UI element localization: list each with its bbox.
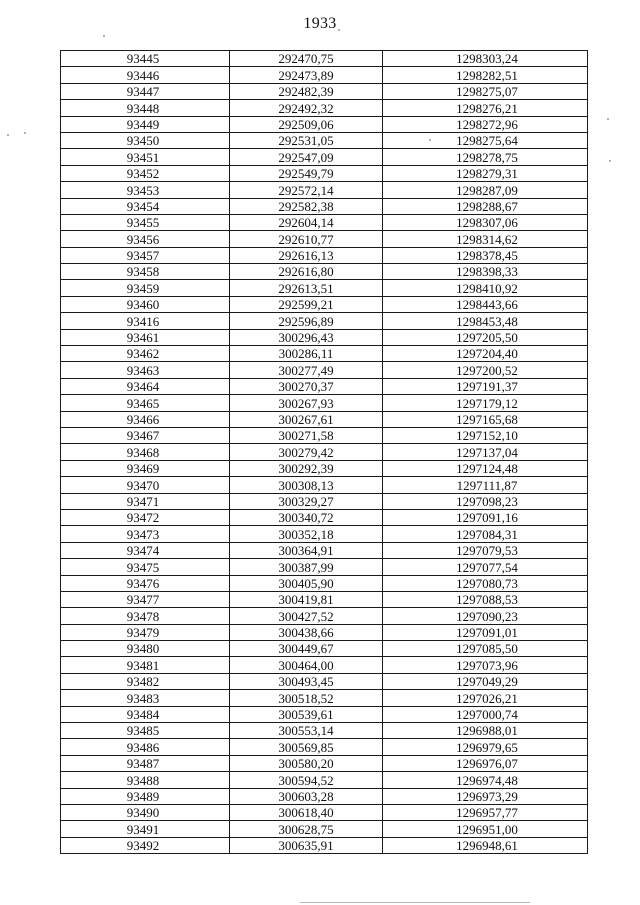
table-row [61, 165, 588, 181]
table-row [61, 788, 588, 804]
y-coordinate-cell: 1297200,52 [383, 362, 588, 378]
point-number-cell: 93449 [61, 116, 230, 132]
x-coordinate-cell: 300628,75 [230, 821, 383, 837]
y-coordinate-cell: 1298303,24 [383, 51, 588, 67]
table-row [61, 116, 588, 132]
table-row [61, 346, 588, 362]
point-number-cell: 93477 [61, 591, 230, 607]
y-coordinate-cell: 1297079,53 [383, 542, 588, 558]
x-coordinate-cell: 300603,28 [230, 788, 383, 804]
point-number-cell: 93488 [61, 772, 230, 788]
point-number-cell: 93450 [61, 132, 230, 148]
y-coordinate-cell: 1298410,92 [383, 280, 588, 296]
point-number-cell: 93470 [61, 477, 230, 493]
point-number-cell: 93489 [61, 788, 230, 804]
x-coordinate-cell: 300569,85 [230, 739, 383, 755]
x-coordinate-cell: 292596,89 [230, 313, 383, 329]
table-row [61, 673, 588, 689]
table-row [61, 329, 588, 345]
x-coordinate-cell: 292572,14 [230, 182, 383, 198]
table-row [61, 804, 588, 820]
table-row [61, 378, 588, 394]
table-row [61, 100, 588, 116]
x-coordinate-cell: 300267,61 [230, 411, 383, 427]
x-coordinate-cell: 292473,89 [230, 67, 383, 83]
y-coordinate-cell: 1297000,74 [383, 706, 588, 722]
x-coordinate-cell: 300553,14 [230, 723, 383, 739]
table-row [61, 821, 588, 837]
table-row [61, 755, 588, 771]
point-number-cell: 93460 [61, 296, 230, 312]
point-number-cell: 93491 [61, 821, 230, 837]
table-row [61, 493, 588, 509]
x-coordinate-cell: 300271,58 [230, 427, 383, 443]
y-coordinate-cell: 1296988,01 [383, 723, 588, 739]
point-number-cell: 93478 [61, 608, 230, 624]
table-row [61, 723, 588, 739]
x-coordinate-cell: 292604,14 [230, 214, 383, 230]
x-coordinate-cell: 300518,52 [230, 690, 383, 706]
y-coordinate-cell: 1298275,07 [383, 83, 588, 99]
point-number-cell: 93471 [61, 493, 230, 509]
x-coordinate-cell: 300270,37 [230, 378, 383, 394]
y-coordinate-cell: 1298278,75 [383, 149, 588, 165]
y-coordinate-cell: 1297091,01 [383, 624, 588, 640]
x-coordinate-cell: 292531,05 [230, 132, 383, 148]
table-row [61, 67, 588, 83]
x-coordinate-cell: 300364,91 [230, 542, 383, 558]
point-number-cell: 93456 [61, 231, 230, 247]
table-row [61, 460, 588, 476]
point-number-cell: 93487 [61, 755, 230, 771]
y-coordinate-cell: 1297084,31 [383, 526, 588, 542]
x-coordinate-cell: 300449,67 [230, 641, 383, 657]
scan-speck [103, 35, 105, 37]
coordinates-table-body [61, 51, 588, 854]
page-number: 1933 [303, 15, 337, 32]
y-coordinate-cell: 1298314,62 [383, 231, 588, 247]
x-coordinate-cell: 300352,18 [230, 526, 383, 542]
point-number-cell: 93479 [61, 624, 230, 640]
y-coordinate-cell: 1298282,51 [383, 67, 588, 83]
point-number-cell: 93476 [61, 575, 230, 591]
table-row [61, 739, 588, 755]
y-coordinate-cell: 1297191,37 [383, 378, 588, 394]
y-coordinate-cell: 1298443,66 [383, 296, 588, 312]
table-row [61, 280, 588, 296]
table-row [61, 427, 588, 443]
x-coordinate-cell: 300419,81 [230, 591, 383, 607]
table-row [61, 624, 588, 640]
y-coordinate-cell: 1296979,65 [383, 739, 588, 755]
table-row [61, 132, 588, 148]
table-row [61, 313, 588, 329]
x-coordinate-cell: 300405,90 [230, 575, 383, 591]
y-coordinate-cell: 1296973,29 [383, 788, 588, 804]
table-row [61, 198, 588, 214]
y-coordinate-cell: 1297137,04 [383, 444, 588, 460]
table-row [61, 641, 588, 657]
scan-edge-line [300, 902, 530, 903]
point-number-cell: 93464 [61, 378, 230, 394]
table-row [61, 362, 588, 378]
y-coordinate-cell: 1297165,68 [383, 411, 588, 427]
x-coordinate-cell: 300438,66 [230, 624, 383, 640]
y-coordinate-cell: 1297179,12 [383, 395, 588, 411]
x-coordinate-cell: 300267,93 [230, 395, 383, 411]
y-coordinate-cell: 1296974,48 [383, 772, 588, 788]
point-number-cell: 93465 [61, 395, 230, 411]
point-number-cell: 93445 [61, 51, 230, 67]
point-number-cell: 93451 [61, 149, 230, 165]
x-coordinate-cell: 292470,75 [230, 51, 383, 67]
table-row [61, 772, 588, 788]
y-coordinate-cell: 1298276,21 [383, 100, 588, 116]
y-coordinate-cell: 1297077,54 [383, 559, 588, 575]
point-number-cell: 93483 [61, 690, 230, 706]
x-coordinate-cell: 292610,77 [230, 231, 383, 247]
x-coordinate-cell: 292547,09 [230, 149, 383, 165]
x-coordinate-cell: 292482,39 [230, 83, 383, 99]
table-row [61, 477, 588, 493]
y-coordinate-cell: 1297124,48 [383, 460, 588, 476]
y-coordinate-cell: 1298275,64 [383, 132, 588, 148]
point-number-cell: 93474 [61, 542, 230, 558]
table-row [61, 247, 588, 263]
x-coordinate-cell: 300308,13 [230, 477, 383, 493]
table-row [61, 231, 588, 247]
x-coordinate-cell: 300340,72 [230, 509, 383, 525]
point-number-cell: 93416 [61, 313, 230, 329]
scan-speck [429, 139, 431, 141]
scan-speck [607, 118, 609, 120]
table-row [61, 657, 588, 673]
y-coordinate-cell: 1296976,07 [383, 755, 588, 771]
y-coordinate-cell: 1297049,29 [383, 673, 588, 689]
point-number-cell: 93459 [61, 280, 230, 296]
point-number-cell: 93453 [61, 182, 230, 198]
table-row [61, 526, 588, 542]
y-coordinate-cell: 1297111,87 [383, 477, 588, 493]
x-coordinate-cell: 300296,43 [230, 329, 383, 345]
x-coordinate-cell: 300594,52 [230, 772, 383, 788]
point-number-cell: 93462 [61, 346, 230, 362]
table-row [61, 296, 588, 312]
point-number-cell: 93467 [61, 427, 230, 443]
table-row [61, 149, 588, 165]
point-number-cell: 93484 [61, 706, 230, 722]
table-row [61, 608, 588, 624]
x-coordinate-cell: 300286,11 [230, 346, 383, 362]
table-row [61, 395, 588, 411]
y-coordinate-cell: 1297080,73 [383, 575, 588, 591]
scan-speck [338, 29, 340, 31]
x-coordinate-cell: 292616,13 [230, 247, 383, 263]
x-coordinate-cell: 300580,20 [230, 755, 383, 771]
x-coordinate-cell: 300493,45 [230, 673, 383, 689]
point-number-cell: 93482 [61, 673, 230, 689]
point-number-cell: 93485 [61, 723, 230, 739]
point-number-cell: 93457 [61, 247, 230, 263]
y-coordinate-cell: 1297090,23 [383, 608, 588, 624]
point-number-cell: 93481 [61, 657, 230, 673]
y-coordinate-cell: 1297098,23 [383, 493, 588, 509]
y-coordinate-cell: 1298307,06 [383, 214, 588, 230]
y-coordinate-cell: 1298288,67 [383, 198, 588, 214]
point-number-cell: 93480 [61, 641, 230, 657]
scan-speck [7, 134, 9, 136]
point-number-cell: 93468 [61, 444, 230, 460]
table-row [61, 214, 588, 230]
point-number-cell: 93455 [61, 214, 230, 230]
y-coordinate-cell: 1297085,50 [383, 641, 588, 657]
table-row [61, 837, 588, 853]
scan-speck [24, 132, 26, 134]
point-number-cell: 93492 [61, 837, 230, 853]
point-number-cell: 93469 [61, 460, 230, 476]
point-number-cell: 93448 [61, 100, 230, 116]
x-coordinate-cell: 300427,52 [230, 608, 383, 624]
point-number-cell: 93463 [61, 362, 230, 378]
point-number-cell: 93473 [61, 526, 230, 542]
y-coordinate-cell: 1298453,48 [383, 313, 588, 329]
y-coordinate-cell: 1298398,33 [383, 264, 588, 280]
point-number-cell: 93466 [61, 411, 230, 427]
y-coordinate-cell: 1297073,96 [383, 657, 588, 673]
table-row [61, 51, 588, 67]
x-coordinate-cell: 300387,99 [230, 559, 383, 575]
point-number-cell: 93472 [61, 509, 230, 525]
x-coordinate-cell: 292509,06 [230, 116, 383, 132]
y-coordinate-cell: 1297091,16 [383, 509, 588, 525]
x-coordinate-cell: 292616,80 [230, 264, 383, 280]
table-row [61, 690, 588, 706]
y-coordinate-cell: 1298287,09 [383, 182, 588, 198]
point-number-cell: 93458 [61, 264, 230, 280]
scan-speck [609, 160, 611, 162]
table-row [61, 509, 588, 525]
point-number-cell: 93486 [61, 739, 230, 755]
y-coordinate-cell: 1297026,21 [383, 690, 588, 706]
x-coordinate-cell: 292549,79 [230, 165, 383, 181]
table-row [61, 264, 588, 280]
point-number-cell: 93454 [61, 198, 230, 214]
x-coordinate-cell: 300292,39 [230, 460, 383, 476]
y-coordinate-cell: 1298378,45 [383, 247, 588, 263]
point-number-cell: 93446 [61, 67, 230, 83]
point-number-cell: 93475 [61, 559, 230, 575]
x-coordinate-cell: 300618,40 [230, 804, 383, 820]
y-coordinate-cell: 1298279,31 [383, 165, 588, 181]
x-coordinate-cell: 292492,32 [230, 100, 383, 116]
y-coordinate-cell: 1298272,96 [383, 116, 588, 132]
table-row [61, 83, 588, 99]
x-coordinate-cell: 292599,21 [230, 296, 383, 312]
x-coordinate-cell: 300277,49 [230, 362, 383, 378]
x-coordinate-cell: 300635,91 [230, 837, 383, 853]
x-coordinate-cell: 292613,51 [230, 280, 383, 296]
table-row [61, 542, 588, 558]
point-number-cell: 93447 [61, 83, 230, 99]
table-row [61, 559, 588, 575]
table-row [61, 575, 588, 591]
point-number-cell: 93452 [61, 165, 230, 181]
y-coordinate-cell: 1296957,77 [383, 804, 588, 820]
y-coordinate-cell: 1297205,50 [383, 329, 588, 345]
x-coordinate-cell: 292582,38 [230, 198, 383, 214]
x-coordinate-cell: 300279,42 [230, 444, 383, 460]
point-number-cell: 93490 [61, 804, 230, 820]
x-coordinate-cell: 300464,00 [230, 657, 383, 673]
y-coordinate-cell: 1297088,53 [383, 591, 588, 607]
point-number-cell: 93461 [61, 329, 230, 345]
x-coordinate-cell: 300329,27 [230, 493, 383, 509]
y-coordinate-cell: 1296951,00 [383, 821, 588, 837]
y-coordinate-cell: 1296948,61 [383, 837, 588, 853]
table-row [61, 444, 588, 460]
table-row [61, 706, 588, 722]
table-row [61, 591, 588, 607]
table-row [61, 182, 588, 198]
coordinates-table [60, 50, 588, 854]
x-coordinate-cell: 300539,61 [230, 706, 383, 722]
table-row [61, 411, 588, 427]
y-coordinate-cell: 1297204,40 [383, 346, 588, 362]
y-coordinate-cell: 1297152,10 [383, 427, 588, 443]
